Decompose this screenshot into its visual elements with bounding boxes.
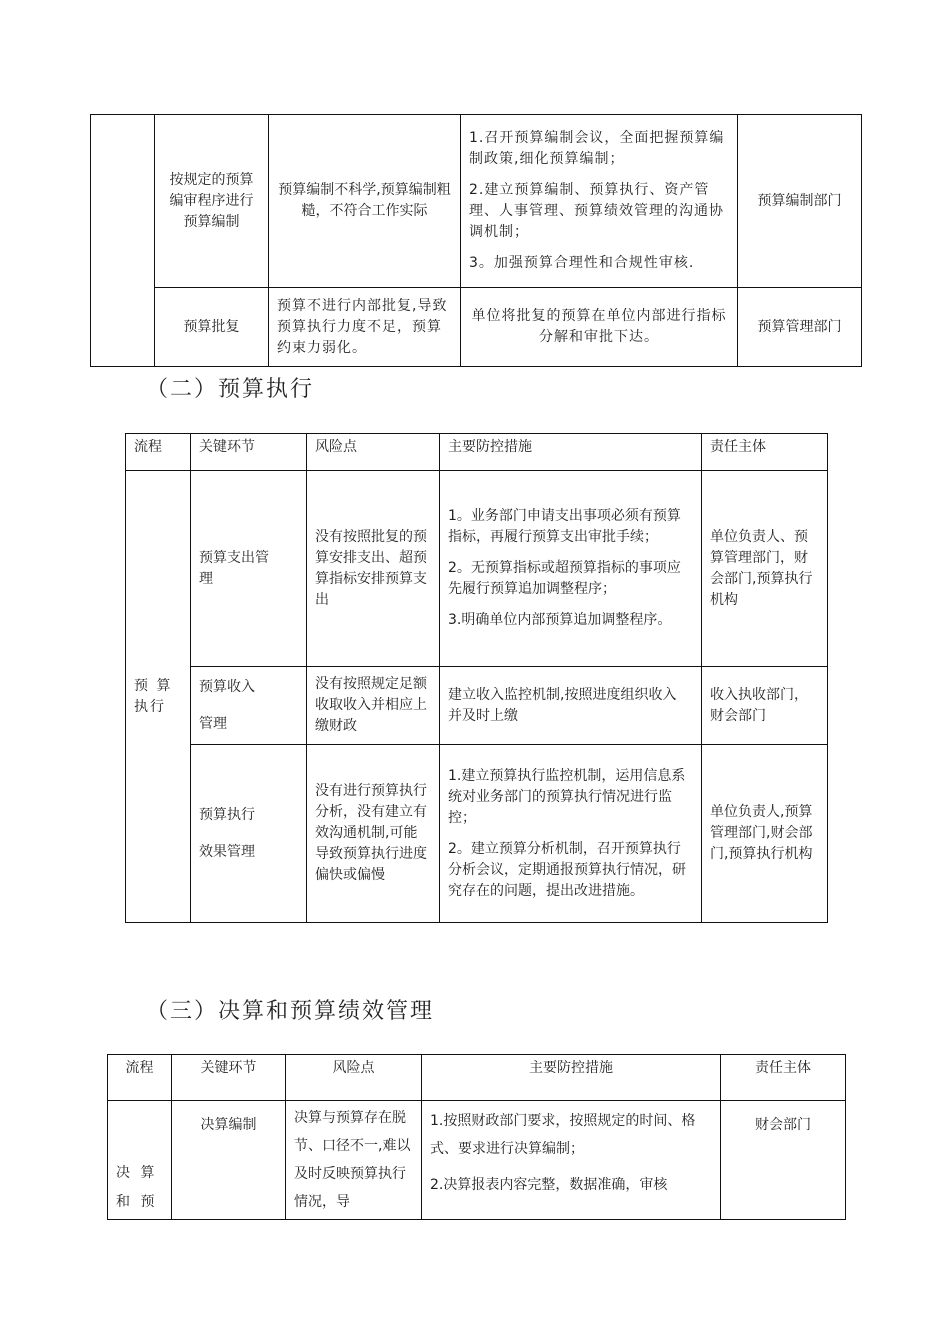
key-node-line: 预算执行 bbox=[199, 806, 255, 823]
header-cell: 主要防控措施 bbox=[440, 434, 702, 471]
measure-item: 1.召开预算编制会议，全面把握预算编制政策,细化预算编制； bbox=[469, 130, 725, 167]
key-node-cell: 预算批复 bbox=[155, 288, 269, 367]
risk-cell: 没有按照批复的预算安排支出、超预算指标安排预算支出 bbox=[307, 471, 440, 667]
header-cell: 关键环节 bbox=[191, 434, 307, 471]
key-node-line: 效果管理 bbox=[199, 843, 255, 860]
key-node-cell bbox=[191, 745, 307, 923]
measures-cell bbox=[461, 115, 738, 288]
measure-item: 1.建立预算执行监控机制，运用信息系统对业务部门的预算执行情况进行监控； bbox=[448, 767, 686, 826]
measure-item: 2。建立预算分析机制，召开预算执行分析会议，定期通报预算执行情况，研究存在的问题，提出改进措施。 bbox=[448, 840, 686, 899]
measure-item: 1。业务部门申请支出事项必须有预算指标，再履行预算支出审批手续； bbox=[448, 508, 681, 545]
header-cell: 流程 bbox=[108, 1055, 172, 1101]
risk-cell: 没有按照规定足额收取收入并相应上缴财政 bbox=[307, 667, 440, 745]
header-cell: 关键环节 bbox=[172, 1055, 286, 1101]
owner-cell: 财会部门 bbox=[721, 1101, 846, 1220]
owner-cell: 预算编制部门 bbox=[738, 115, 862, 288]
measures-cell bbox=[440, 745, 702, 923]
risk-cell: 预算编制不科学,预算编制粗糙，不符合工作实际 bbox=[269, 115, 461, 288]
measure-item: 2。无预算指标或超预算指标的事项应先履行预算追加调整程序； bbox=[448, 560, 681, 597]
budget-compilation-table bbox=[90, 114, 862, 367]
key-node-cell: 按规定的预算编审程序进行预算编制 bbox=[155, 115, 269, 288]
measure-item: 3。加强预算合理性和合规性审核. bbox=[469, 255, 695, 271]
measure-item: 2.建立预算编制、预算执行、资产管理、人事管理、预算绩效管理的沟通协调机制； bbox=[469, 182, 724, 240]
header-cell: 风险点 bbox=[286, 1055, 422, 1101]
key-node-cell bbox=[191, 667, 307, 745]
measures-cell: 建立收入监控机制,按照进度组织收入并及时上缴 bbox=[440, 667, 702, 745]
measure-item: 1.按照财政部门要求，按照规定的时间、格式、要求进行决算编制； bbox=[430, 1113, 696, 1157]
owner-cell: 收入执收部门，财会部门 bbox=[702, 667, 828, 745]
measures-cell bbox=[440, 471, 702, 667]
measure-item: 2.决算报表内容完整，数据准确，审核 bbox=[430, 1177, 668, 1193]
process-line: 和 预 bbox=[116, 1194, 158, 1210]
measure-item: 3.明确单位内部预算追加调整程序。 bbox=[448, 612, 672, 628]
owner-cell: 预算管理部门 bbox=[738, 288, 862, 367]
risk-cell: 预算不进行内部批复,导致预算执行力度不足，预算约束力弱化。 bbox=[269, 288, 461, 367]
process-cell: 预 算执行 bbox=[126, 471, 191, 923]
budget-execution-table bbox=[125, 433, 828, 923]
section-title: （三）决算和预算绩效管理 bbox=[146, 999, 435, 1024]
process-cell bbox=[91, 115, 155, 367]
section-title: （二）预算执行 bbox=[146, 377, 315, 402]
header-cell: 流程 bbox=[126, 434, 191, 471]
final-accounts-table bbox=[107, 1054, 846, 1220]
process-line: 决 算 bbox=[116, 1165, 158, 1181]
header-cell: 主要防控措施 bbox=[422, 1055, 721, 1101]
owner-cell: 单位负责人,预算管理部门,财会部门,预算执行机构 bbox=[702, 745, 828, 923]
measures-cell bbox=[422, 1101, 721, 1220]
key-node-cell: 决算编制 bbox=[172, 1101, 286, 1220]
key-node-cell: 预算支出管理 bbox=[191, 471, 307, 667]
header-cell: 责任主体 bbox=[702, 434, 828, 471]
owner-cell: 单位负责人、预算管理部门，财会部门,预算执行机构 bbox=[702, 471, 828, 667]
header-cell: 风险点 bbox=[307, 434, 440, 471]
key-node-line: 管理 bbox=[199, 715, 227, 732]
measures-cell: 单位将批复的预算在单位内部进行指标分解和审批下达。 bbox=[461, 288, 738, 367]
key-node-line: 预算收入 bbox=[199, 678, 255, 695]
header-cell: 责任主体 bbox=[721, 1055, 846, 1101]
process-cell bbox=[108, 1101, 172, 1220]
risk-cell: 决算与预算存在脱节、口径不一,难以及时反映预算执行情况，导 bbox=[286, 1101, 422, 1220]
risk-cell: 没有进行预算执行分析，没有建立有效沟通机制,可能导致预算执行进度偏快或偏慢 bbox=[307, 745, 440, 923]
